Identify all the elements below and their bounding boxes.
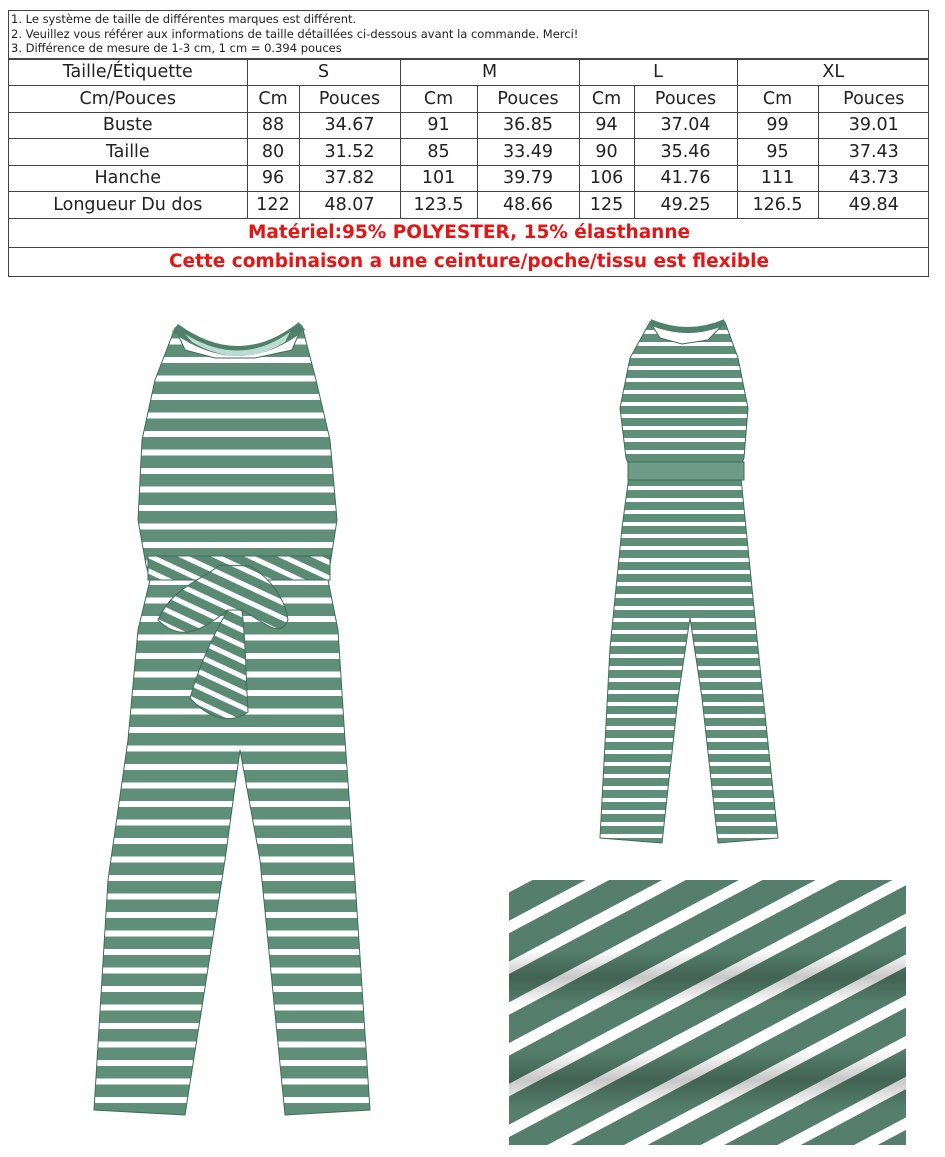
unit-cm: Cm <box>247 86 299 113</box>
unit-cm: Cm <box>400 86 477 113</box>
table-row-hanche <box>9 165 929 192</box>
table-cell: 123.5 <box>400 192 477 219</box>
table-cell: 85 <box>400 139 477 166</box>
unit-inch: Pouces <box>634 86 737 113</box>
feature-text: Cette combinaison a une ceinture/poche/tissu est flexible <box>9 247 929 276</box>
size-l-header: L <box>579 59 737 86</box>
row-label: Taille <box>9 139 247 166</box>
table-cell: 36.85 <box>477 112 579 139</box>
unit-cm: Cm <box>737 86 818 113</box>
table-cell: 125 <box>579 192 634 219</box>
jumpsuit-front-image <box>80 320 400 1125</box>
table-cell: 33.49 <box>477 139 579 166</box>
table-row-taille <box>9 139 929 166</box>
size-table <box>9 59 929 276</box>
table-cell: 94 <box>579 112 634 139</box>
feature-row <box>9 247 929 276</box>
jumpsuit-back-body <box>600 322 778 843</box>
row-label: Longueur Du dos <box>9 192 247 219</box>
table-cell: 41.76 <box>634 165 737 192</box>
jumpsuit-front-body <box>94 326 370 1115</box>
table-cell: 37.82 <box>299 165 400 192</box>
unit-inch: Pouces <box>477 86 579 113</box>
unit-header-row <box>9 86 929 113</box>
unit-label: Cm/Pouces <box>9 86 247 113</box>
fabric-closeup-image <box>509 880 906 1145</box>
table-cell: 49.84 <box>818 192 929 219</box>
note-line: 2. Veuillez vous référer aux informations de taille détaillées ci-dessous avant la commande. Merci! <box>11 26 579 41</box>
size-m-header: M <box>400 59 579 86</box>
fabric-fold <box>509 1050 906 1110</box>
back-neckline <box>650 322 725 330</box>
table-cell: 39.79 <box>477 165 579 192</box>
table-cell: 43.73 <box>818 165 929 192</box>
table-cell: 96 <box>247 165 299 192</box>
row-label: Buste <box>9 112 247 139</box>
unit-cm: Cm <box>579 86 634 113</box>
jumpsuit-back-image <box>590 318 790 848</box>
table-cell: 126.5 <box>737 192 818 219</box>
table-cell: 91 <box>400 112 477 139</box>
fabric-fold <box>509 950 906 1005</box>
table-cell: 88 <box>247 112 299 139</box>
size-header-row <box>9 59 929 86</box>
table-cell: 111 <box>737 165 818 192</box>
note-line: 3. Différence de mesure de 1-3 cm, 1 cm = 0.394 pouces <box>11 41 342 55</box>
table-row-buste <box>9 112 929 139</box>
size-chart <box>8 10 929 277</box>
table-cell: 31.52 <box>299 139 400 166</box>
size-notes <box>9 11 928 59</box>
row-label: Hanche <box>9 165 247 192</box>
back-waist-band <box>628 462 744 480</box>
table-cell: 80 <box>247 139 299 166</box>
size-xl-header: XL <box>737 59 929 86</box>
material-row <box>9 218 929 247</box>
table-cell: 48.66 <box>477 192 579 219</box>
table-cell: 122 <box>247 192 299 219</box>
table-cell: 106 <box>579 165 634 192</box>
table-cell: 90 <box>579 139 634 166</box>
table-row-longueur <box>9 192 929 219</box>
material-text: Matériel:95% POLYESTER, 15% élasthanne <box>9 218 929 247</box>
inner-back <box>185 332 290 356</box>
unit-inch: Pouces <box>299 86 400 113</box>
size-label-header: Taille/Étiquette <box>9 59 247 86</box>
table-cell: 37.43 <box>818 139 929 166</box>
table-cell: 35.46 <box>634 139 737 166</box>
table-cell: 95 <box>737 139 818 166</box>
table-cell: 34.67 <box>299 112 400 139</box>
table-cell: 49.25 <box>634 192 737 219</box>
table-cell: 37.04 <box>634 112 737 139</box>
table-cell: 48.07 <box>299 192 400 219</box>
table-cell: 101 <box>400 165 477 192</box>
table-cell: 99 <box>737 112 818 139</box>
note-line: 1. Le système de taille de différentes marques est différent. <box>11 12 357 26</box>
size-s-header: S <box>247 59 400 86</box>
unit-inch: Pouces <box>818 86 929 113</box>
table-cell: 39.01 <box>818 112 929 139</box>
